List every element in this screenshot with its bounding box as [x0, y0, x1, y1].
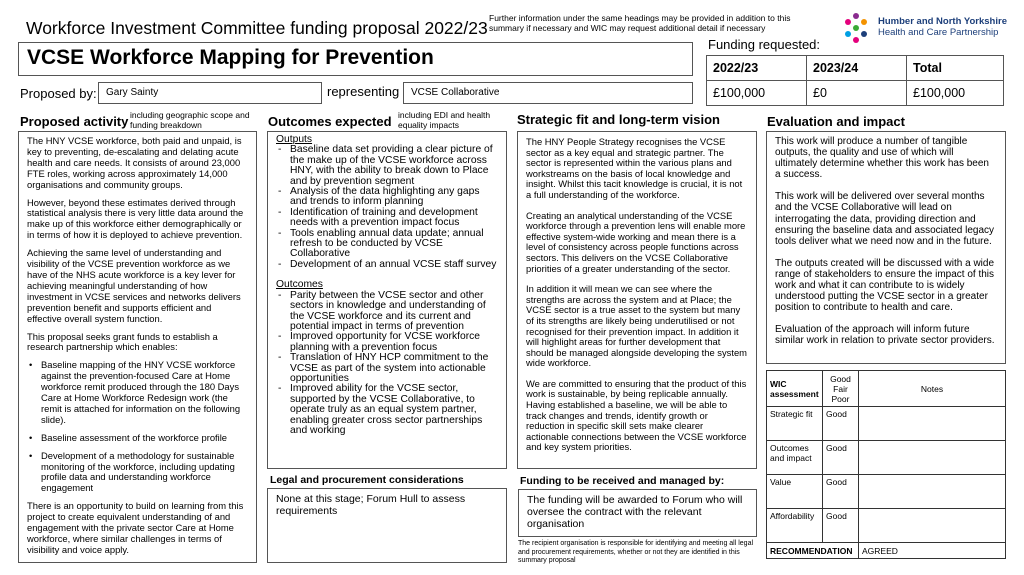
- list-item: • Development of a methodology for sustainable monitoring of the workforce, including updating profile data and understanding workforce engagement: [41, 451, 248, 495]
- funding-managed-heading: Funding to be received and managed by:: [520, 475, 725, 487]
- list-item: • Baseline assessment of the workforce profile: [41, 433, 248, 444]
- legal-box: None at this stage; Forum Hull to assess requirements: [267, 488, 507, 563]
- header-note: Further information under the same headings may be provided in addition to this summary if necessary and WIC may request additional detail if necessary: [489, 13, 791, 33]
- strategic-fit-box: [517, 131, 757, 469]
- strategic-paragraph: We are committed to ensuring that the product of this work is sustainable, by being replicable annually. Having established a baseline, we will be able to track changes and trends, identify growth or reduction in specific skill sets make clearer actionable connections between the VCSE workforce and key system priorities.: [526, 377, 747, 453]
- funding-label: Funding requested:: [708, 37, 821, 52]
- organisation-field: VCSE Collaborative: [403, 82, 693, 104]
- table-row: [767, 441, 1006, 475]
- list-item: - Improved opportunity for VCSE workforce planning with a prevention focus: [290, 332, 498, 353]
- proposed-by-label: Proposed by:: [20, 86, 97, 101]
- wic-row-rating: Good: [823, 509, 859, 543]
- proposed-activity-box: [18, 131, 257, 563]
- proposer-name-field: Gary Sainty: [98, 82, 322, 104]
- legal-heading: Legal and procurement considerations: [270, 474, 464, 486]
- funding-table: [706, 55, 1004, 106]
- list-item: - Identification of training and development needs with a prevention impact focus: [290, 208, 498, 229]
- funding-value-2022: £100,000: [707, 81, 807, 106]
- evaluation-paragraph: The outputs created will be discussed with a wide range of stakeholders to ensure the impact of this work and what it can contribute to is widely understood putting the VCSE sector in a greater position to contribute to health and care.: [775, 257, 995, 314]
- hny-logo: [842, 12, 1022, 46]
- wic-row-rating: Good: [823, 407, 859, 441]
- list-item: - Analysis of the data highlighting any gaps and trends to inform planning: [290, 187, 498, 208]
- funding-header-2023: 2023/24: [807, 56, 907, 81]
- representing-label: representing: [327, 84, 400, 99]
- recommendation-label: RECOMMENDATION: [767, 543, 859, 559]
- list-item: - Baseline data set providing a clear picture of the make up of the VCSE workforce across HNY, with the ability to break down to Place and by prevention segment: [290, 145, 498, 187]
- funding-managed-box: The funding will be awarded to Forum who will oversee the contract with the relevant organisation: [518, 489, 757, 537]
- list-item: - Development of an annual VCSE staff survey: [290, 260, 498, 270]
- list-item: • Baseline mapping of the HNY VCSE workforce against the prevention-focused Care at Home workforce remit produced through the 180 Days Care at Home Workforce Redesign work (the remit is attached for information on the following slide).: [41, 360, 248, 425]
- logo-dots-icon: [842, 12, 874, 44]
- funding-value-2023: £0: [807, 81, 907, 106]
- wic-row-notes: [859, 407, 1006, 441]
- table-row: [767, 509, 1006, 543]
- logo-line1: Humber and North Yorkshire: [878, 16, 1007, 27]
- wic-row-label: Affordability: [767, 509, 823, 543]
- outcomes-list: [290, 291, 498, 437]
- wic-row-rating: Good: [823, 441, 859, 475]
- evaluation-paragraph: This work will be delivered over several months and the VCSE Collaborative will lead on interrogating the data, providing direction and ensuring the baseline data and associated legacy tools deliver what we need now and in the future.: [775, 191, 995, 247]
- activity-paragraph: However, beyond these estimates derived through statistical analysis there is very little data around the make up of this workforce either demographically or in terms of how it is deployed to achieve prevention.: [27, 196, 244, 241]
- wic-assessment-table: [766, 370, 1006, 559]
- funding-header-total: Total: [907, 56, 1004, 81]
- proposed-activity-subnote: including geographic scope and funding breakdown: [130, 110, 250, 130]
- wic-row-notes: [859, 475, 1006, 509]
- funding-value-total: £100,000: [907, 81, 1004, 106]
- wic-row-label: Strategic fit: [767, 407, 823, 441]
- activity-paragraph: This proposal seeks grant funds to establish a research partnership which enables:: [27, 330, 218, 353]
- outputs-list: [290, 145, 498, 270]
- outcomes-box: [267, 131, 507, 469]
- wic-row-notes: [859, 441, 1006, 475]
- wic-row-notes: [859, 509, 1006, 543]
- funding-managed-footnote: The recipient organisation is responsible for identifying and meeting all legal and procurement requirements, whether or not they are identified in this summary proposal: [518, 540, 754, 565]
- evaluation-box: [766, 131, 1006, 364]
- evaluation-paragraph: Evaluation of the approach will inform future similar work in relation to private sector providers.: [775, 324, 995, 347]
- wic-row-label: Value: [767, 475, 823, 509]
- evaluation-heading: Evaluation and impact: [767, 114, 905, 129]
- activity-bullet-list: [41, 360, 248, 494]
- strategic-paragraph: Creating an analytical understanding of the VCSE workforce through a prevention lens will enable more effective system-wide working and mean there is a level of consistency across people functions across sectors. This delivers on the VCSE Collaborative priorities of a greater understanding of the sector.: [526, 209, 746, 274]
- recommendation-value: AGREED: [859, 543, 1006, 559]
- list-item: - Translation of HNY HCP commitment to the VCSE as part of the system into actionable opportunities: [290, 353, 498, 384]
- outputs-title: Outputs: [276, 134, 313, 145]
- outcomes-heading: Outcomes expected: [268, 114, 392, 129]
- logo-line2: Health and Care Partnership: [878, 27, 999, 38]
- proposed-activity-heading: Proposed activity: [20, 114, 129, 129]
- activity-paragraph: Achieving the same level of understanding and visibility of the VCSE prevention workforce as we have of the NHS acute workforce is a key lever for achieving meaningful understanding of how investment in VCSE services and networks delivers prevention benefit and supports efficient and effective overall system function.: [27, 247, 241, 324]
- strategic-paragraph: In addition it will mean we can see where the strengths are across the system and at Place; the VCSE sector is a true asset to the system but many of its strengths are likely being underutilised or not recognised for their prevention impact. In addition it will highlight areas for further development that should be managed alongside developing the system wide workforce.: [526, 283, 747, 369]
- list-item: - Improved ability for the VCSE sector, supported by the VCSE Collaborative, to operate truly as an equal system partner, enabling greater cross sector partnerships and working: [290, 384, 498, 436]
- evaluation-paragraph: This work will produce a number of tangible outputs, the quality and use of which will ultimately determine whether this work has been a success.: [775, 136, 989, 181]
- strategic-fit-heading: Strategic fit and long-term vision: [517, 112, 720, 127]
- wic-row-label: Outcomes and impact: [767, 441, 823, 475]
- strategic-paragraph: The HNY People Strategy recognises the VCSE sector as a key equal and strategic partner. The sector is represented within the various plans and workstreams on the basis of local knowledge and insight. Whilst this tacit knowledge is crucial, it is not a full understanding of the workforce.: [526, 136, 743, 200]
- project-title: VCSE Workforce Mapping for Prevention: [18, 42, 693, 76]
- table-row: [767, 475, 1006, 509]
- activity-paragraph: The HNY VCSE workforce, both paid and unpaid, is key to preventing, de-escalating and delating acute health and care needs. It consists of around 23,000 FTE roles, working across approximately 14,000 organisations and community groups.: [27, 135, 242, 190]
- outcomes-subnote: including EDI and health equality impacts: [398, 110, 491, 130]
- wic-col-rating: Good Fair Poor: [823, 371, 859, 407]
- outcomes-title: Outcomes: [276, 279, 323, 291]
- activity-closing: There is an opportunity to build on learning from this project to create equivalent understanding of and engagement with the private sector Care at Home workforce, where similar challenges in terms of visibility and voice apply.: [27, 500, 244, 555]
- recommendation-row: [767, 543, 1006, 559]
- wic-col-notes: Notes: [859, 371, 1006, 407]
- wic-col-assessment: WIC assessment: [767, 371, 823, 407]
- list-item: - Parity between the VCSE sector and other sectors in knowledge and understanding of the VCSE workforce and its current and potential impact in terms of prevention: [290, 291, 498, 333]
- list-item: - Tools enabling annual data update; annual refresh to be conducted by VCSE Collaborative: [290, 229, 498, 260]
- table-row: [767, 407, 1006, 441]
- funding-header-2022: 2022/23: [707, 56, 807, 81]
- form-title: Workforce Investment Committee funding proposal 2022/23: [26, 18, 488, 38]
- wic-row-rating: Good: [823, 475, 859, 509]
